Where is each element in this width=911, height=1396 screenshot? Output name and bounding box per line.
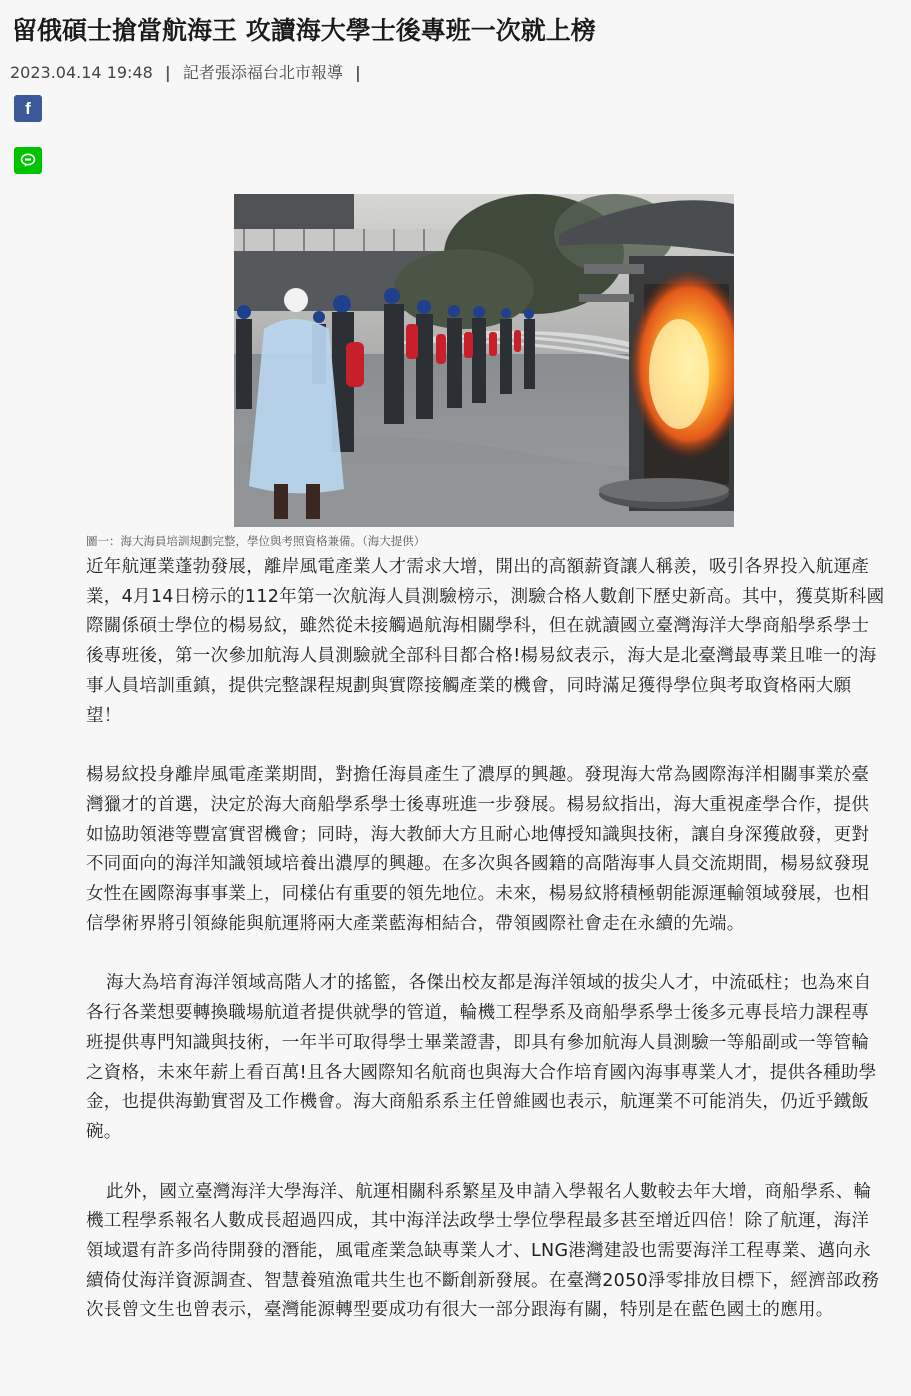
article-body [86, 553, 886, 1356]
paragraph-1: 近年航運業蓬勃發展，離岸風電產業人才需求大增，開出的高額薪資讓人稱羨，吸引各界投入航運產業，4月14日榜示的112年第一次航海人員測驗榜示，測驗合格人數創下歷史新高。其中，獲莫斯科國際關係碩士學位的楊易紋，雖然從未接觸過航海相關學科，但在就讀國立臺灣海洋大學商船學系學士後專班後，第一次參加航海人員測驗就全部科目都合格!楊易紋表示，海大是北臺灣最專業且唯一的海事人員培訓重鎮，提供完整課程規劃與實際接觸產業的機會，同時滿足獲得學位與考取資格兩大願望！ [86, 557, 885, 726]
paragraph-3: 海大為培育海洋領域高階人才的搖籃，各傑出校友都是海洋領域的拔尖人才，中流砥柱；也為來自各行各業想要轉換職場航道者提供就學的管道，輪機工程學系及商船學系學士後多元專長培力課程專班提供專門知識與技術，一年半可取得學士畢業證書，即具有參加航海人員測驗一等船副或一等管輪之資格，未來年薪上看百萬!且各大國際知名航商也與海大合作培育國內海事專業人才，提供各種助學金，也提供海勤實習及工作機會。海大商船系系主任曾維國也表示，航運業不可能消失，仍近乎鐵飯碗。 [86, 973, 877, 1142]
line-share-button[interactable] [14, 147, 42, 174]
facebook-icon: f [25, 98, 31, 118]
meta-separator: | [164, 63, 171, 82]
article-photo [234, 194, 734, 527]
article-title: 留俄碩士搶當航海王 攻讀海大學士後專班一次就上榜 [12, 16, 596, 45]
meta-separator-trailing: | [354, 63, 361, 82]
paragraph-2: 楊易紋投身離岸風電產業期間，對擔任海員產生了濃厚的興趣。發現海大常為國際海洋相關事業於臺灣獵才的首選，決定於海大商船學系學士後專班進一步發展。楊易紋指出，海大重視產學合作，提供如協助領港等豐富實習機會；同時，海大教師大方且耐心地傳授知識與技術，讓自身深獲啟發，更對不同面向的海洋知識領域培養出濃厚的興趣。在多次與各國籍的高階海事人員交流期間，楊易紋發現女性在國際海事事業上，同樣佔有重要的領先地位。未來，楊易紋將積極朝能源運輸領域發展，也相信學術界將引領綠能與航運將兩大產業藍海相結合，帶領國際社會走在永續的先端。 [86, 765, 870, 934]
byline: 記者張添福台北市報導 [182, 63, 343, 82]
publish-date: 2023.04.14 19:48 [10, 63, 153, 82]
facebook-share-button[interactable] [14, 95, 42, 122]
fire-training-photo [234, 194, 734, 527]
paragraph-4: 此外，國立臺灣海洋大學海洋、航運相關科系繁星及申請入學報名人數較去年大增，商船學系、輪機工程學系報名人數成長超過四成，其中海洋法政學士學位學程最多甚至增近四倍！除了航運，海洋領域還有許多尚待開發的潛能，風電產業急缺專業人才、LNG港灣建設也需要海洋工程專業、邁向永續倚仗海洋資源調查、智慧養殖漁電共生也不斷創新發展。在臺灣2050淨零排放目標下，經濟部政務次長曾文生也曾表示，臺灣能源轉型要成功有很大一部分跟海有關，特別是在藍色國土的應用。 [86, 1181, 880, 1321]
article-meta [10, 62, 368, 84]
photo-caption: 圖一：海大海員培訓規劃完整，學位與考照資格兼備。（海大提供） [86, 534, 426, 548]
line-icon [20, 153, 36, 168]
